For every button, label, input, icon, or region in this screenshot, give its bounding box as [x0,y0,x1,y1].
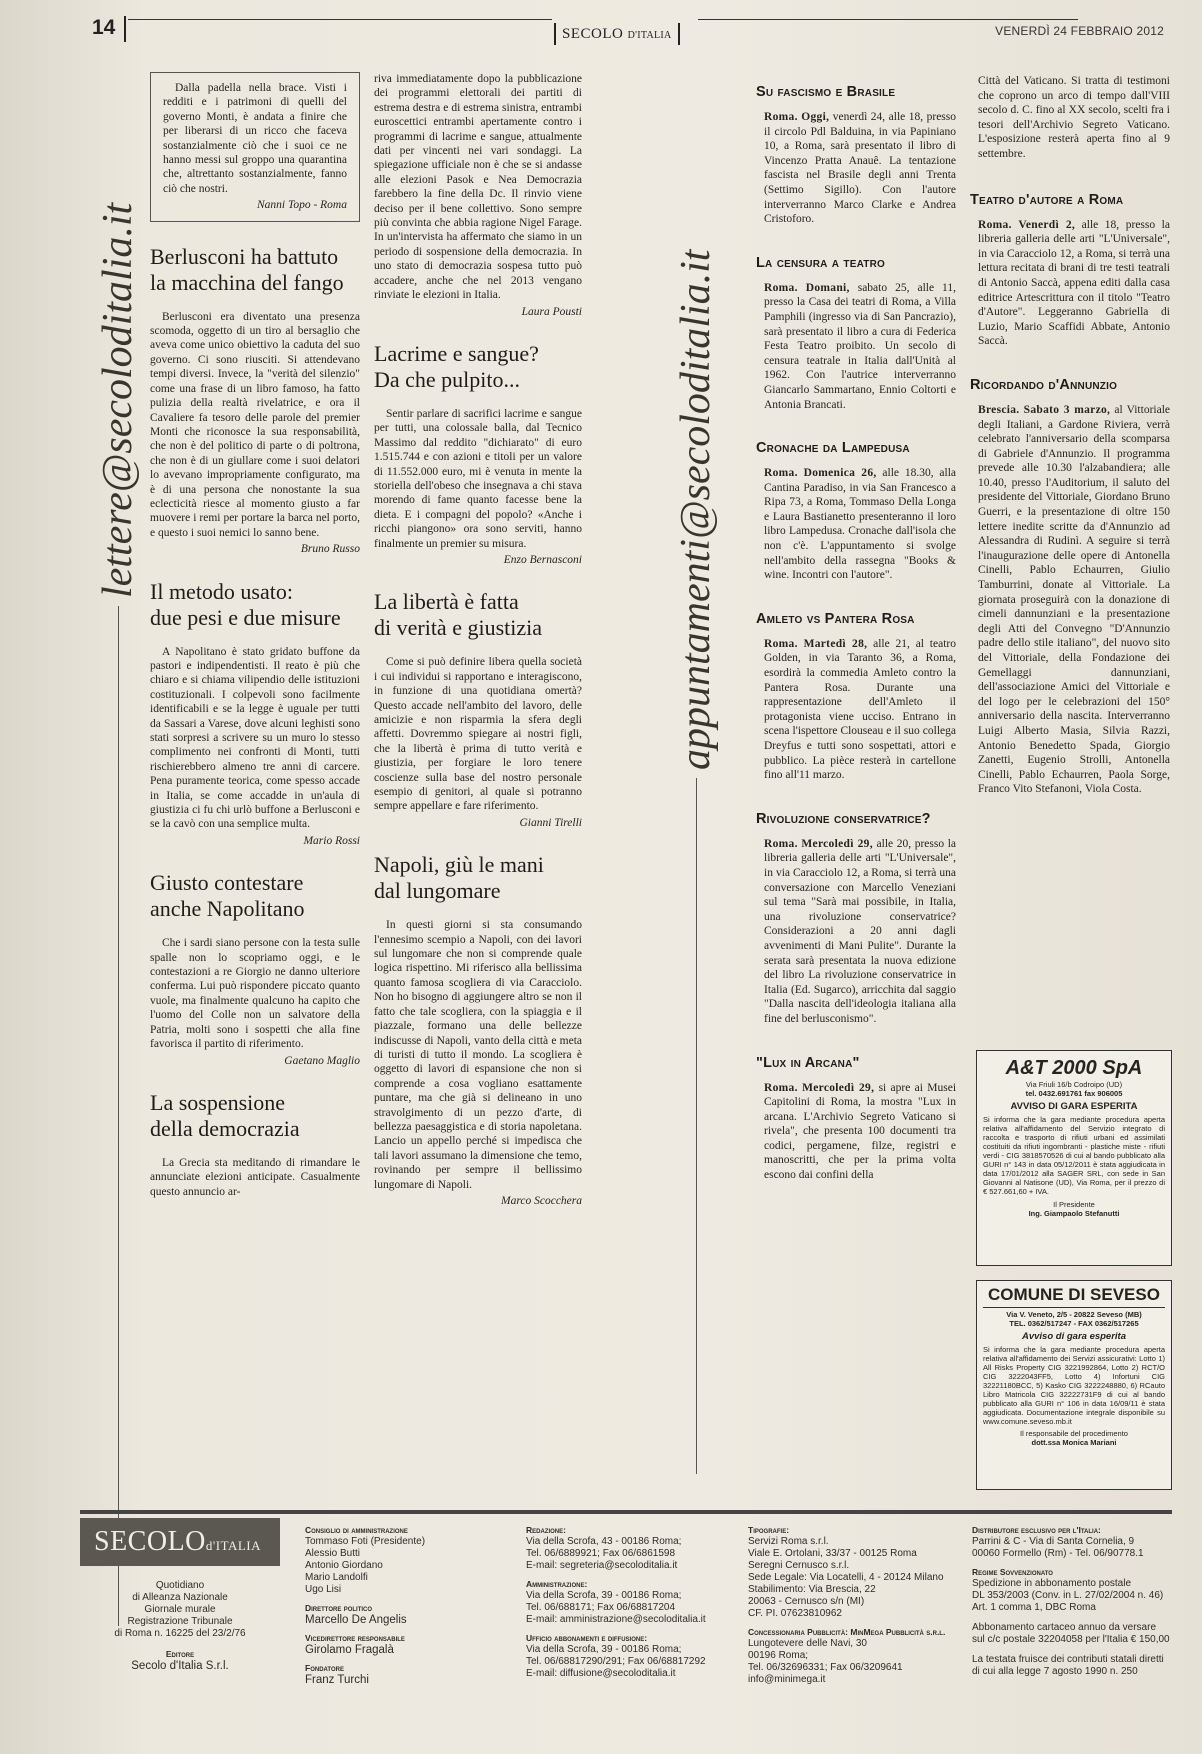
publisher-label: Editore [165,1649,195,1659]
amministrazione-line: Tel. 06/688171; Fax 06/68817204 [526,1602,676,1613]
letter [374,589,582,830]
footer-about-line: di Alleanza Nazionale [132,1592,228,1603]
footer-about-line: Giornale murale [144,1604,216,1615]
appointment-body [764,1081,956,1183]
appointment-title: Teatro d'autore a Roma [970,191,1124,208]
abbonamento-note-line: sul c/c postale 32204058 per l'Italia € 150,00 [972,1634,1170,1645]
appointment [756,84,956,227]
letters-column-1 [150,72,360,1199]
appointment-body [978,403,1170,797]
letter-title-line-1: La sospensione [150,1089,286,1115]
letter-title-line-2: dal lungomare [374,878,501,904]
letter-body: Come si può definire libera quella società i cui individui si rapportano e interagiscono, in funzione di una quotidiana omertà? Questo accade nell'ambito del lavoro, delle amicizie e non risparmia la sfera degli affetti. Dovremmo spiegare ai nostri figli, che la libertà è prima di tutto verità e giustizia, per forgiare le loro tenere coscienze sulla base del nostro personale esempio di genitori, al quale si potranno sempre appellare e fare riferimento. [374,656,582,813]
director-name: Marcello De Angelis [305,1614,407,1626]
distributore-label: Distributore esclusivo per l'Italia: [972,1525,1101,1535]
ad-text: Si informa che la gara mediante procedura aperta relativa all'affidamento del Servizio integrato di raccolta e trasporto di rifiuti urbani ed assimilati costituiti da rifiuti ingombranti - plastiche miste - rifiuti verdi - CIG 3818570526 di cui al bando pubblicato alla GURI n° 143 in data 05/12/2011 è stata aggiudicata in data 17/01/2012 alla SAGER SRL, con sede in San Giovanni al Natisone (UD), Via Roma, per il prezzo di € 527.661,60 + IVA. [983,1115,1165,1196]
appointment-when: Oggi, [801,111,830,123]
distributore-line: Parrini & C - Via di Santa Cornelia, 9 [972,1536,1135,1547]
tipografie-line: Servizi Roma s.r.l. [748,1536,829,1547]
letter-title [150,579,360,631]
letter-title-line-1: Lacrime e sangue? [374,340,539,366]
letter-body: La Grecia sta meditando di rimandare le annunciate elezioni anticipate. Casualmente questo annuncio ar- [150,1156,360,1198]
letter-title-line-2: anche Napolitano [150,896,305,922]
masthead-small [554,23,680,45]
letter-title [150,870,360,922]
appointment-city: Roma. [764,1081,798,1094]
board-member: Ugo Lisi [305,1584,342,1595]
footer-logo [80,1518,280,1566]
ad-signer-role: Il Presidente [1053,1200,1095,1209]
masthead-title: SECOLO [562,26,624,42]
regime-line: Art. 1 comma 1, DBC Roma [972,1602,1096,1613]
ad-at2000 [976,1050,1172,1266]
legal-note-line: La testata fruisce dei contributi statali diretti [972,1654,1164,1665]
footer-about-line: Quotidiano [155,1580,205,1591]
appointment-body [978,218,1170,349]
letter-title-line-1: Giusto contestare [150,870,304,896]
tipografie-label: Tipografie: [748,1525,790,1535]
appointment-when: Mercoledì 29, [802,1081,875,1094]
abbonamenti-label: Ufficio abbonamenti e diffusione: [526,1633,648,1643]
appointment [970,376,1170,797]
letter-signature: Nanni Topo - Roma [257,199,347,212]
footer-offices [526,1524,716,1680]
appointment-city: Roma. [764,637,798,650]
colophon-rule [80,1510,1172,1514]
letter-boxed [150,72,360,222]
appointment-city: Roma. [764,467,798,480]
appointments-column-2 [970,74,1170,825]
letter-signature: Marco Scocchera [501,1194,582,1207]
appointment-city: Roma. [764,281,798,294]
abbonamento-note-line: Abbonamento cartaceo annuo da versare [972,1622,1157,1633]
appointment-when: Domenica 26, [803,467,877,480]
board-label: Consiglio di amministrazione [305,1525,408,1535]
letter-body: Berlusconi era diventato una presenza scomoda, oggetto di un tiro al bersaglio che aveva come unico obiettivo la caduta del suo governo. Ci sono riusciti. Si attendevano tempi diversi. Invece, la "verità del silenzio" come una frase di un libro famoso, ha fatto pulizia della realtà rivelatrice, e ora il Cavaliere fa tesoro delle parole del premier Monti che riconosce la sua responsabilità, che non è del politico di parte o di poltrona, che non è di un giullare come i suoi delatori lo avevano impropriamente configurato, ma è di una persona che nonostante la sua eclecticità riesce al momento giusto a far muovere i remi per portare la barca nel porto, e questo i suoi nemici lo sanno bene. [150,310,360,539]
letter-title [374,589,582,641]
appointment-city: Roma. [764,111,798,123]
board-member: Antonio Giordano [305,1560,383,1571]
concessionaria-line: Tel. 06/32696331; Fax 06/3209641 [748,1662,903,1673]
letter [374,852,582,1208]
tipografie-line: Stabilimento: Via Brescia, 22 [748,1584,876,1595]
board-member: Alessio Butti [305,1548,361,1559]
appointment-when: Domani, [805,281,850,294]
letters-side-rule [118,606,119,1626]
letter-title-line-2: la macchina del fango [150,269,344,295]
appointment-continuation [978,74,1170,162]
tipografie-line: Sede Legale: Via Locatelli, 4 - 20124 Milano [748,1572,944,1583]
footer-printers [748,1524,954,1686]
letter-title-line-1: Berlusconi ha battuto [150,243,339,269]
letter-body: Dalla padella nella brace. Visti i redditi e i patrimoni di quelli del governo Monti, è andata a finire che per liberarsi di un ricco che faceva sostanzialmente ciò che i suoi ce ne hanno messi sul groppo una quarantina che, altrettanto sostanzialmente, fanno ciò che nostri. [163,82,347,195]
appointment-body [764,837,956,1027]
appointment-text: venerdì 24, alle 18, presso il circolo Pdl Balduina, in via Papiniano 10, a Roma, sarà presentato il libro di Vincenzo Pratta Anauê. La tentazione fascista nel Brasile degli anni Trenta (Settimo Sigillo). Con l'autore interverranno Marco Clarke e Andrea Cristoforo. [764,111,956,226]
appointment-text: al Vittoriale degli Italiani, a Gardone Riviera, verrà celebrato l'anniversario della scomparsa di Gabriele d'Annunzio. Il programma prevede alle 10.30 l'alzabandiera; alle 10.40, presso l'Auditorium, il saluto del presidente del Vittoriale, Giordano Bruno Guerri, e la presentazione di oltre 150 lettere inedite scritte da d'Annunzio ad Alessandra di Rudinì. A seguire si terrà l'inaugurazione delle opere di Antonella Cinelli, Pablo Echaurren, Giulio Tamburrini, donate al Vittoriale. La giornata proseguirà con la donazione di cimeli dannunziani e la presentazione degli Atti del Convegno "D'Annunzio padre dello stile italiano", del nuovo sito del Vittoriale, della Fondazione dei Gemellaggi dannunziani, dell'associazione Amici del Vittoriale e del logo per le celebrazioni del 150° anniversario della nascita. Interverranno Luigi Alberto Masia, Silvia Razzi, Antonio Benedetto Spada, Giorgio Zanetti, Eugenio Strolli, Antonella Cinelli, Pablo Echaurren, Paola Sorge, Franco Vito Stefanoni, Viola Costa. [978,403,1170,796]
appointment [756,810,957,1027]
amministrazione-line: E-mail: amministrazione@secoloditalia.it [526,1614,706,1625]
letter-title-line-2: Da che pulpito... [374,366,521,392]
tipografie-line: Viale E. Ortolani, 33/37 - 00125 Roma [748,1548,917,1559]
appointment-when: Venerdì 2, [1018,218,1076,231]
footer-board [305,1524,495,1686]
amministrazione-line: Via della Scrofa, 39 - 00186 Roma; [526,1590,682,1601]
appointment [756,440,956,583]
letter-signature: Enzo Bernasconi [503,553,582,566]
founder-label: Fondatore [305,1663,344,1673]
masthead-title-small: D'ITALIA [627,30,672,41]
footer-about-line: di Roma n. 16225 del 23/2/76 [114,1628,246,1639]
letter-signature: Bruno Russo [300,543,360,556]
appointment [756,254,957,412]
appointment-city: Brescia. [978,403,1020,416]
tipografie-line: CF. PI. 07623810962 [748,1608,842,1619]
letter-title [374,341,582,393]
vice-director-label: Vicedirettore responsabile [305,1633,405,1643]
regime-line: Spedizione in abbonamento postale [972,1578,1132,1589]
redazione-label: Redazione: [526,1525,566,1535]
concessionaria-line: 00196 Roma; [748,1650,809,1661]
colophon [80,1510,1172,1740]
publisher-name: Secolo d'Italia S.r.l. [131,1660,229,1672]
appointment-city: Roma. [764,837,798,850]
vice-director-name: Girolamo Fragalà [305,1644,394,1656]
legal-note-line: di cui alla legge 7 agosto 1990 n. 250 [972,1666,1138,1677]
footer-about [80,1580,280,1672]
concessionaria-label: Concessionaria Pubblicità: MinMega Pubblicità s.r.l. [748,1627,946,1637]
ad-phone: tel. 0432.691761 fax 906005 [1025,1089,1123,1098]
footer-distribution [972,1524,1172,1678]
letter-title-line-2: di verità e giustizia [374,615,542,641]
letter-body: A Napolitano è stato gridato buffone da pastori e indipendentisti. Il reato è più che chiaro e si chiama vilipendio delle istituzioni costituzionali. I colpevoli sono facilmente identificabili e se la legge è uguale per tutti da Sassari a Varese, dove alcuni leghisti sono stati sorpresi a scrivere su un muro lo stesso complimento nei confronti di Monti, tutti rischierebbero almeno tre anni di carcere. Pena puramente teorica, come spesso accade in Italia, se come accadde in un'aula di giustizia ci fu chi urlò buffone a Berlusconi e se la cavò con una semplice multa. [150,645,360,831]
abbonamenti-line: E-mail: diffusione@secoloditalia.it [526,1668,676,1679]
letter-title [150,244,360,296]
letter [150,1090,360,1199]
issue-date: VENERDÌ 24 FEBBRAIO 2012 [995,24,1164,38]
letter-title-line-1: Il metodo usato: [150,578,293,604]
appointment-title: "Lux in Arcana" [756,1054,860,1071]
appointment [970,191,1170,349]
appointment-when: Mercoledì 29, [801,837,873,850]
letters-column-2 [374,72,582,1230]
appointments-side-rule [696,778,697,1474]
director-label: Direttore politico [305,1603,373,1613]
letter-continuation [374,72,582,319]
letter-signature: Mario Rossi [303,834,360,847]
board-member: Mario Landolfi [305,1572,368,1583]
tipografie-line: Seregni Cernusco s.r.l. [748,1560,850,1571]
letter [150,244,360,557]
concessionaria-line: info@minimega.it [748,1674,826,1685]
header-rule-right [698,19,1078,20]
regime-line: DL 353/2003 (Conv. in L. 27/02/2004 n. 46) [972,1590,1164,1601]
distributore-line: 00060 Formello (Rm) - Tel. 06/90778.1 [972,1548,1144,1559]
appointment-when: Sabato 3 marzo, [1023,403,1111,416]
letter [150,870,360,1068]
appointment-city: Roma. [978,218,1012,231]
amministrazione-label: Amministrazione: [526,1579,588,1589]
footer-logo-small: d'ITALIA [205,1538,262,1553]
redazione-line: Via della Scrofa, 43 - 00186 Roma; [526,1536,682,1547]
ad-notice: Avviso di gara esperita [1021,1331,1127,1342]
ad-notice: AVVISO DI GARA ESPERITA [1010,1101,1138,1112]
letter-title [150,1090,360,1142]
appointment-title: Rivoluzione conservatrice? [756,810,931,827]
ad-phone: TEL. 0362/517247 - FAX 0362/517265 [1009,1319,1139,1328]
appointment-text: sabato 25, alle 11, presso la Casa dei teatri di Roma, a Villa Pamphili (ingresso via di San Pancrazio), sarà presentato il libro a cura di Federica Festa Teatro proibito. Un secolo di censura teatrale in Italia dall'Unità al 1962. Con l'autrice interverranno Giancarlo Sammartano, Ennio Coltorti e Antonia Brancati. [764,281,957,411]
appointment-body [764,466,956,583]
letter [150,579,360,849]
appointment [756,610,956,783]
appointment-when: Martedì 28, [803,637,868,650]
appointment-title: Cronache da Lampedusa [756,440,910,457]
ad-seveso [976,1280,1172,1490]
appointment-body: Città del Vaticano. Si tratta di testimoni che coprono un arco di tempo dall'VIII secolo d. C. fino al XX secolo, scelti fra i tesori dell'Archivio Segreto Vaticano. L'esposizione resterà aperta fino al 9 settembre. [978,75,1170,160]
appointment-title: Su fascismo e Brasile [756,84,896,100]
appointment-title: Amleto vs Pantera Rosa [756,610,915,627]
ad-signer-role: Il responsabile del procedimento [1020,1429,1128,1438]
appointment-text: alle 20, presso la libreria galleria delle arti "L'Universale", in via Caracciolo 12, a Roma, si terrà una conversazione con Marcello Veneziani sul tema "Sarà mai possibile, in Italia, una rivoluzione conservatrice? Considerazioni a 20 anni dagli avvenimenti di Mani Pulite". Durante la serata sarà presentata la nuova edizione del libro La rivoluzione conservatrice in Italia (Ed. Sugarco), arricchita dal saggio "Dalla nascita dell'ideologia italiana alla fine del berlusconismo". [764,837,957,1025]
concessionaria-line: Lungotevere delle Navi, 30 [748,1638,867,1649]
letter-title-line-1: La libertà è fatta [374,589,519,615]
ad-signer: Ing. Giampaolo Stefanutti [1028,1209,1120,1218]
letter-body: In questi giorni si sta consumando l'ennesimo scempio a Napoli, con dei lavori sul lungomare che non si comprende quale logica rispettino. Mi riferisco alla bellissima quanto famosa scogliera di via Caracciolo. Non ho bisogno di aggiungere altro se non il fatto che tale scogliera, con la spiaggia e il piazzale, formano una delle bellezze indiscusse di Napoli, vanto della città e meta di turisti di tutto il mondo. La scogliera è oggetto di lavori di espansione che non si comprende a cosa vogliano esattamente puntare, ma che già si delineano in uno stravolgimento di un pezzo d'arte, di bellezza paesaggistica e di storia napoletana. Lancio un appello perché si impedisca che tali lavori assumano la dimensione che temo, rovinando per sempre il bellissimo lungomare di Napoli. [374,919,582,1191]
header-rule-left [128,19,552,20]
ad-signer: dott.ssa Monica Mariani [1031,1438,1117,1447]
redazione-line: Tel. 06/6889921; Fax 06/6861598 [526,1548,676,1559]
founder-name: Franz Turchi [305,1674,369,1686]
appointment-body [764,637,956,783]
redazione-line: E-mail: segreteria@secoloditalia.it [526,1560,678,1571]
letter-body: Che i sardi siano persone con la testa sulle spalle non lo scopriamo oggi, e le contestazioni a re Giorgio ne danno ulteriore conferma. Lui può rispondere piccato quanto vuole, ma finalmente qualcuno ha capito che l'uomo del Colle non un salvatore della Patria, molti sono i sospetti che alla fine favorisca il partito di riferimento. [150,937,360,1051]
appointments-email-label: appuntamenti@secoloditalia.it [673,249,719,770]
letter-body: Sentir parlare di sacrifici lacrime e sangue per tutti, una colossale balla, dal Tecnico Massimo dal reddito "dichiarato" di euro 1.515.744 e con azioni e titoli per un valore di 11.552.000 euro, mi è venuta in mente la storiella dell'obeso che insegnava a chi stava morendo di fame quanto facesse bene la dieta. E i compagni del popolo? «Anche i ricchi piangono» ora sono serviti, hanno finalmente un premier su misura. [374,407,582,550]
appointment-text: alle 18.30, alla Cantina Paradiso, in via San Francesco a Ripa 73, a Roma, Tommaso Della Longa e Laura Bastianetto presenteranno il loro libro Lampedusa. Cronache dall'isola che non c'è. L'appuntamento si svolge nell'ambito della rassegna "Books & wine. Incontri con l'autore". [764,467,956,582]
tipografie-line: 20063 - Cernusco s/n (MI) [748,1596,865,1607]
letter-title-line-1: Napoli, giù le mani [374,852,544,878]
letter-body: riva immediatamente dopo la pubblicazione dei programmi elettorali dei partiti di estrema destra e di estrema sinistra, entrambi euroscettici entrambi apertamente contro i programmi di lacrime e sangue, attualmente dati per vincenti nei vari sondaggi. La spiegazione ufficiale non è che se si andasse alle elezioni Pasok e Nea Democrazia farebbero la fine della Dc. Il rinvio viene deciso per il bene collettivo. Sono sempre più convinta che abbia ragione Nigel Farage. In un'intervista ha affermato che siamo in un periodo di sospensione della democrazia. In uno stato di democrazia sospesa tutto può accadere, anche che nel 2013 vengano rinviate le elezioni in Italia. [374,73,582,302]
board-member: Tommaso Foti (Presidente) [305,1536,426,1547]
letters-email-label: lettere@secoloditalia.it [95,202,141,598]
appointment-body [764,110,956,227]
appointment-body [764,281,956,412]
ad-organization-name: COMUNE DI SEVESO [983,1285,1165,1308]
appointment-title: La censura a teatro [756,254,886,271]
letter-signature: Gaetano Maglio [284,1054,360,1067]
letter [374,341,582,567]
appointments-column-1 [756,84,957,1211]
ad-company-name: A&T 2000 SpA [1005,1057,1143,1079]
footer-logo-main: SECOLO [94,1526,206,1557]
appointment-text: alle 21, al teatro Golden, in via Taranto 36, a Roma, esordirà la commedia Amleto contro la Pantera Rosa. Durante una rappresentazione dell'Amleto il protagonista viene ucciso. Entrano in scena l'ispettore Clouseau e il suo collega Dreyfus e tutti sono sospettati, attori e pubblico. La pièce resterà in cartellone fino all'11 marzo. [764,637,956,782]
letter-title [374,852,582,904]
letter-signature: Gianni Tirelli [519,816,582,829]
ad-address: Via Friuli 16/b Codroipo (UD) [1025,1080,1123,1089]
regime-label: Regime Sovvenzionato [972,1567,1053,1577]
footer-about-line: Registrazione Tribunale [127,1616,233,1627]
ad-text: Si informa che la gara mediante procedura aperta relativa all'affidamento dei Servizi assicurativi: Lotto 1) All Risks Property CIG 3221992864, Lotto 2) RCT/O CIG 3222043FF5, Lotto 4) Infortuni CIG 32221180BCC, 5) Kasko CIG 3222248880, 6) RCauto Libro Matricola CIG 32222731F9 di cui al bando pubblicato alla GURI n° 106 in data 16/09/11 è stata aggiudicata. Documentazione integrale disponibile su www.comune.seveso.mb.it [983,1345,1165,1426]
letter-title-line-2: due pesi e due misure [150,604,341,630]
abbonamenti-line: Via della Scrofa, 39 - 00186 Roma; [526,1644,682,1655]
ad-address: Via V. Veneto, 2/5 - 20822 Seveso (MB) [1006,1310,1142,1319]
appointment-title: Ricordando d'Annunzio [970,376,1118,393]
appointment [756,1054,957,1183]
letter-signature: Laura Pousti [521,305,582,318]
abbonamenti-line: Tel. 06/68817290/291; Fax 06/68817292 [526,1656,706,1667]
appointment-text: si apre ai Musei Capitolini di Roma, la mostra "Lux in arcana. L'Archivio Segreto Vaticano si rivela", che presenta 100 documenti tra codici, pergamene, filze, registri e manoscritti, che per la prima volta escono dai confini della [764,1081,957,1182]
page-header [88,14,1168,44]
letter-title-line-2: della democrazia [150,1115,300,1141]
appointment-text: alle 18, presso la libreria galleria delle arti "L'Universale", in via Caracciolo 12, a Roma, si terrà una lettura recitata di brani di tre testi teatrali di Antonio Saccà, appena editi dalla casa editrice Artescrittura con il titolo "Teatro d'Autore". Leggeranno Gabriella di Luzio, Mario Scaffidi Abbate, Antonio Saccà. [978,218,1170,348]
page-number: 14 [92,16,126,42]
